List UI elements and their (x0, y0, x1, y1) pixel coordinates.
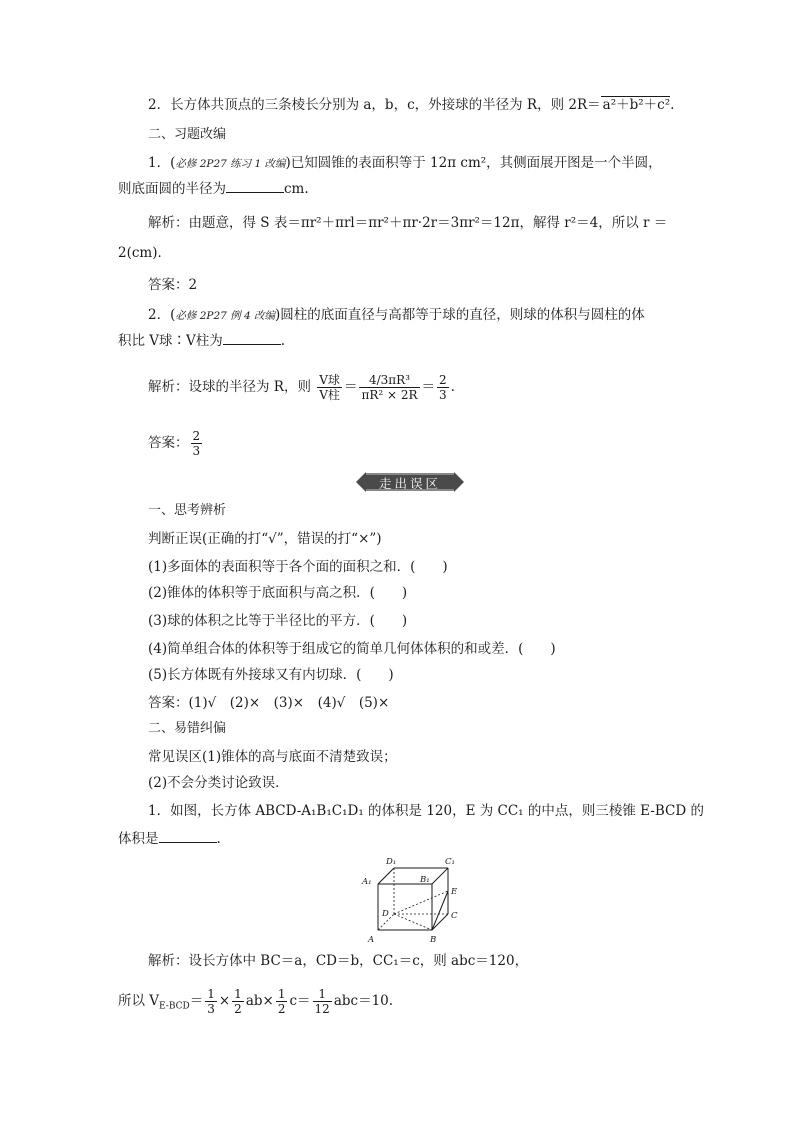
source-note: 必修 2P27 例 4 改编 (175, 310, 275, 322)
fraction (359, 373, 419, 402)
text: abc＝10. (333, 993, 394, 1009)
numerator: 1 (207, 987, 215, 1001)
fraction (437, 373, 449, 402)
analysis-1: 解析：由题意，得 S 表＝πr²＋πrl＝πr²＋πr·2r＝3πr²＝12π，解得 r²＝4，所以 r ＝ (148, 215, 668, 231)
line-1 (148, 96, 674, 114)
question-5: (5)长方体既有外接球又有内切球．( ) (148, 667, 394, 683)
sqrt-expression: a²＋b²＋c² (602, 97, 671, 113)
label-A1: A₁ (362, 877, 372, 887)
text: 2．长方体共顶点的三条棱长分别为 a，b，c，外接球的半径为 R，则 2R＝ (148, 97, 601, 113)
error-1: 常见误区(1)锥体的高与底面不清楚致误； (148, 749, 397, 765)
denominator: 3 (192, 444, 201, 458)
text: 2．( (148, 307, 176, 323)
section-banner (354, 472, 466, 492)
problem-1-cont (118, 180, 309, 198)
text: 1．( (148, 155, 176, 171)
numerator: 1 (313, 987, 332, 1002)
analysis-3-formula (118, 986, 393, 1016)
numerator: 2 (192, 429, 201, 443)
answer-2 (148, 428, 204, 458)
answer-blank (159, 830, 217, 843)
fraction (317, 373, 342, 402)
numerator: 4/3πR³ (359, 373, 419, 388)
numerator: 2 (439, 373, 447, 387)
answer-judge: 答案：(1)√ (2)× (3)× (4)√ (5)× (148, 695, 390, 711)
label-C1: C₁ (445, 857, 455, 867)
banner-label: 走出误区 (366, 473, 454, 491)
text: ＝ (189, 993, 204, 1009)
subscript: E-BCD (159, 1001, 190, 1012)
fraction (205, 987, 217, 1016)
text: ab× (245, 993, 274, 1009)
text: 积比 V球∶V柱为 (118, 333, 223, 349)
answer-blank (223, 332, 281, 345)
section-heading: 二、易错纠偏 (148, 721, 227, 736)
fraction (276, 987, 288, 1016)
denominator: 2 (277, 1002, 286, 1016)
denominator: 3 (439, 388, 447, 402)
text: . (450, 379, 455, 395)
cuboid-figure (360, 854, 470, 946)
section-heading: 一、思考辨析 (148, 503, 227, 518)
label-B: B (430, 935, 437, 945)
text: )圆柱的底面直径与高都等于球的直径，则球的体积与圆柱的体 (275, 307, 645, 323)
denominator: V柱 (319, 388, 340, 402)
analysis-2 (148, 372, 455, 402)
label-E: E (451, 887, 458, 897)
question-1: (1)多面体的表面积等于各个面的面积之和．( ) (148, 559, 448, 575)
text: 则底面圆的半径为 (118, 181, 226, 197)
problem-2 (148, 306, 645, 325)
fraction (313, 987, 332, 1016)
answer-blank (226, 180, 284, 193)
text: cm. (284, 181, 309, 197)
denominator: 12 (314, 1002, 330, 1016)
label-D1: D₁ (386, 857, 397, 867)
problem-3: 1．如图，长方体 ABCD-A₁B₁C₁D₁ 的体积是 120，E 为 CC₁ 的中点，则三棱锥 E-BCD 的 (148, 803, 704, 819)
section-heading: 二、习题改编 (148, 127, 227, 142)
analysis-1-cont: 2(cm)． (118, 245, 171, 261)
label-A: A (368, 935, 375, 945)
text: . (670, 97, 675, 113)
text: 解析：设球的半径为 R，则 (148, 379, 311, 395)
text: 体积是 (118, 831, 159, 847)
text: ＝ (421, 379, 436, 395)
text: ＝ (343, 379, 358, 395)
label-B1: B₁ (420, 875, 430, 885)
denominator: 2 (234, 1002, 242, 1016)
text: 所以 V (118, 993, 160, 1009)
label-D: D (382, 909, 389, 919)
fraction (232, 987, 244, 1016)
numerator: 1 (234, 987, 242, 1001)
label-C: C (451, 911, 458, 921)
problem-1 (148, 154, 662, 173)
analysis-3: 解析：设长方体中 BC＝a，CD＝b，CC₁＝c，则 abc＝120， (148, 953, 529, 969)
text: . (280, 333, 286, 349)
fraction (191, 429, 203, 458)
text: × (218, 993, 231, 1009)
error-2: (2)不会分类讨论致误． (148, 775, 289, 791)
problem-2-cont (118, 332, 285, 350)
problem-3-cont (118, 830, 221, 848)
question-3: (3)球的体积之比等于半径比的平方．( ) (148, 613, 408, 629)
numerator: 1 (277, 987, 286, 1001)
denominator: πR² × 2R (361, 388, 418, 402)
numerator: V球 (319, 373, 340, 387)
text: . (216, 831, 221, 847)
judge-instruction: 判断正误(正确的打“√”，错误的打“×”) (148, 531, 382, 547)
text: 答案： (148, 435, 189, 451)
answer-1: 答案：2 (148, 277, 198, 293)
text: )已知圆锥的表面积等于 12π cm²，其侧面展开图是一个半圆， (285, 155, 662, 171)
question-4: (4)简单组合体的体积等于组成它的简单几何体体积的和或差．( ) (148, 641, 556, 657)
source-note: 必修 2P27 练习 1 改编 (175, 158, 286, 170)
denominator: 3 (207, 1002, 215, 1016)
text: c＝ (289, 993, 311, 1009)
question-2: (2)锥体的体积等于底面积与高之积．( ) (148, 585, 408, 601)
